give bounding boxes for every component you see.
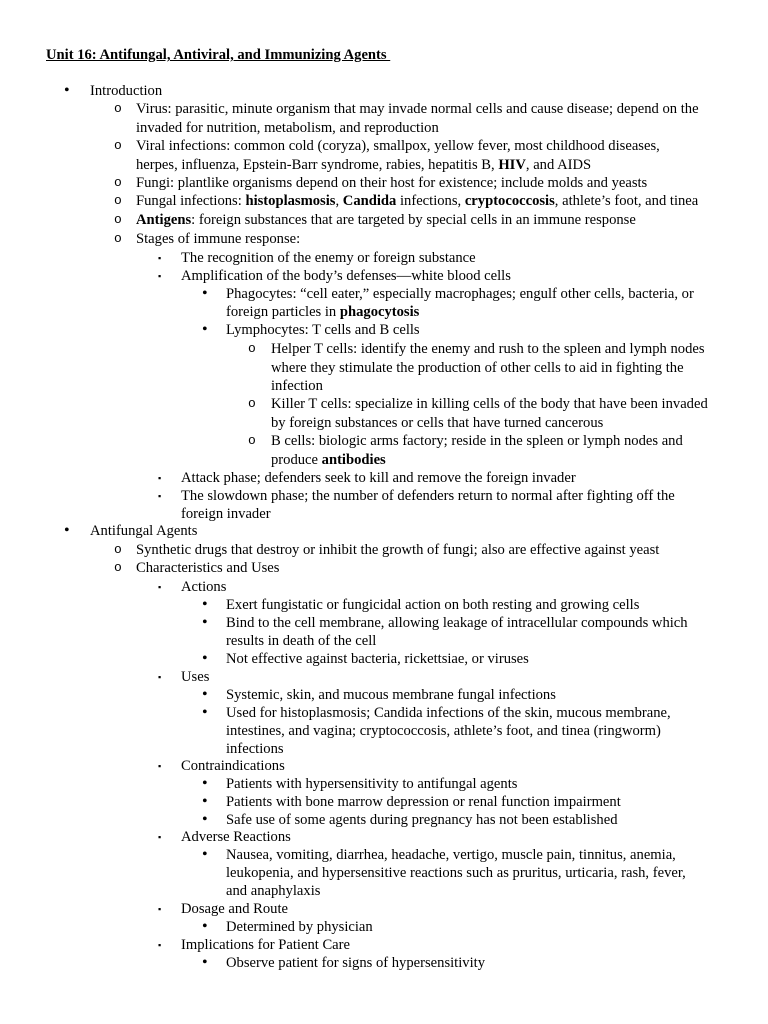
bullet-marker: o [114, 101, 122, 116]
bullet-marker: • [202, 954, 208, 971]
list-item: B cells: biologic arms factory; reside in the spleen or lymph nodes and [271, 433, 683, 449]
list-item: Viral infections: common cold (coryza), smallpox, yellow fever, most childhood diseases, [136, 138, 660, 154]
list-item: Adverse Reactions [181, 829, 291, 845]
bullet-marker: • [202, 811, 208, 828]
list-item: Observe patient for signs of hypersensitivity [226, 955, 485, 971]
list-item: Determined by physician [226, 919, 373, 935]
list-item-continuation: herpes, influenza, Epstein-Barr syndrome, rabies, hepatitis B, HIV, and AIDS [136, 157, 592, 173]
list-item: Amplification of the body’s defenses—white blood cells [181, 268, 511, 284]
bullet-marker: • [202, 596, 208, 613]
bullet-marker: ▪ [158, 904, 162, 914]
list-item-continuation: leukopenia, and hypersensitive reactions such as pruritus, urticaria, rash, fever, [226, 865, 686, 881]
list-item: Helper T cells: identify the enemy and rush to the spleen and lymph nodes [271, 341, 705, 357]
bullet-marker: • [202, 285, 208, 302]
list-item: Killer T cells: specialize in killing cells of the body that have been invaded [271, 396, 708, 412]
list-item: Actions [181, 579, 227, 595]
bullet-marker: ▪ [158, 473, 162, 483]
bullet-marker: • [202, 775, 208, 792]
bullet-marker: o [248, 396, 256, 411]
list-item: Characteristics and Uses [136, 560, 280, 576]
bullet-marker: • [202, 846, 208, 863]
bullet-marker: ▪ [158, 832, 162, 842]
bullet-marker: • [202, 686, 208, 703]
list-item-continuation: and anaphylaxis [226, 883, 321, 899]
list-item: Dosage and Route [181, 901, 288, 917]
list-item: Safe use of some agents during pregnancy has not been established [226, 812, 618, 828]
list-item-continuation: foreign particles in phagocytosis [226, 304, 420, 320]
bullet-marker: ▪ [158, 761, 162, 771]
list-item-continuation: foreign invader [181, 506, 271, 522]
bullet-marker: • [202, 614, 208, 631]
bullet-marker: • [202, 793, 208, 810]
bullet-marker: o [114, 193, 122, 208]
list-item: The recognition of the enemy or foreign substance [181, 250, 476, 266]
list-item: Synthetic drugs that destroy or inhibit the growth of fungi; also are effective against yeast [136, 542, 660, 558]
list-item: Virus: parasitic, minute organism that may invade normal cells and cause disease; depend on the [136, 101, 699, 117]
list-item: Patients with hypersensitivity to antifungal agents [226, 776, 518, 792]
list-item: Stages of immune response: [136, 231, 301, 247]
bullet-marker: o [248, 341, 256, 356]
list-item: Contraindications [181, 758, 285, 774]
bullet-marker: o [114, 175, 122, 190]
list-item-continuation: invaded for nutrition, metabolism, and reproduction [136, 120, 439, 136]
list-item: Attack phase; defenders seek to kill and remove the foreign invader [181, 470, 576, 486]
bullet-marker: o [114, 542, 122, 557]
list-item: Uses [181, 669, 210, 685]
list-item-continuation: infection [271, 378, 323, 394]
list-item: Used for histoplasmosis; Candida infections of the skin, mucous membrane, [226, 705, 671, 721]
bullet-marker: • [64, 522, 70, 539]
list-item: The slowdown phase; the number of defenders return to normal after fighting off the [181, 488, 675, 504]
list-item-continuation: intestines, and vagina; cryptococcosis, athlete’s foot, and tinea (ringworm) [226, 723, 661, 739]
bullet-marker: ▪ [158, 582, 162, 592]
list-item: Antigens: foreign substances that are targeted by special cells in an immune response [136, 212, 636, 228]
list-item-continuation: infections [226, 741, 284, 757]
list-item: Exert fungistatic or fungicidal action on both resting and growing cells [226, 597, 640, 613]
list-item: Phagocytes: “cell eater,” especially macrophages; engulf other cells, bacteria, or [226, 286, 694, 302]
bullet-marker: ▪ [158, 672, 162, 682]
list-item-continuation: produce antibodies [271, 452, 386, 468]
bullet-marker: • [202, 704, 208, 721]
list-item: Bind to the cell membrane, allowing leakage of intracellular compounds which [226, 615, 688, 631]
list-item-continuation: where they stimulate the production of other cells to aid in fighting the [271, 360, 684, 376]
list-item: Lymphocytes: T cells and B cells [226, 322, 420, 338]
list-item-continuation: results in death of the cell [226, 633, 377, 649]
bullet-marker: • [202, 650, 208, 667]
bullet-marker: • [202, 918, 208, 935]
list-item: Nausea, vomiting, diarrhea, headache, vertigo, muscle pain, tinnitus, anemia, [226, 847, 676, 863]
list-item: Implications for Patient Care [181, 937, 350, 953]
bullet-marker: ▪ [158, 253, 162, 263]
bullet-marker: • [64, 82, 70, 99]
list-item: Patients with bone marrow depression or renal function impairment [226, 794, 621, 810]
bullet-marker: o [248, 433, 256, 448]
bullet-marker: ▪ [158, 491, 162, 501]
bullet-marker: o [114, 231, 122, 246]
bullet-marker: • [202, 321, 208, 338]
list-item-continuation: by foreign substances or cells that have turned cancerous [271, 415, 604, 431]
bullet-marker: o [114, 138, 122, 153]
bullet-marker: o [114, 212, 122, 227]
list-item: Systemic, skin, and mucous membrane fungal infections [226, 687, 556, 703]
bullet-marker: ▪ [158, 271, 162, 281]
page-title: Unit 16: Antifungal, Antiviral, and Immunizing Agents [46, 47, 391, 63]
bullet-marker: ▪ [158, 940, 162, 950]
list-item: Fungi: plantlike organisms depend on their host for existence; include molds and yeasts [136, 175, 648, 191]
section-heading-antifungal: Antifungal Agents [90, 523, 198, 539]
list-item: Not effective against bacteria, rickettsiae, or viruses [226, 651, 529, 667]
bullet-marker: o [114, 560, 122, 575]
section-heading-introduction: Introduction [90, 83, 163, 99]
list-item: Fungal infections: histoplasmosis, Candida infections, cryptococcosis, athlete’s foot, and tinea [136, 193, 699, 209]
